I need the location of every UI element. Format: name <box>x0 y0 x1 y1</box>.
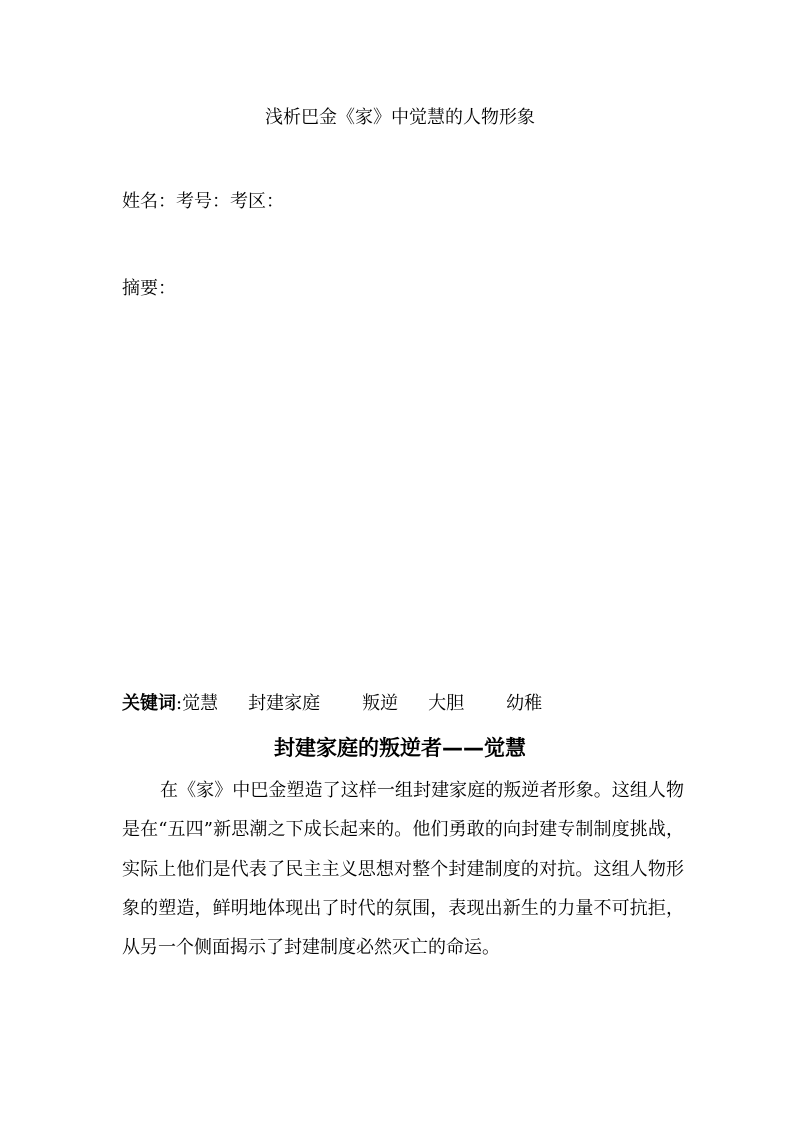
keyword-item: 大胆 <box>428 693 465 714</box>
document-title: 浅析巴金《家》中觉慧的人物形象 <box>265 107 535 128</box>
keyword-item: 觉慧 <box>182 693 219 714</box>
body-paragraph: 在《家》中巴金塑造了这样一组封建家庭的叛逆者形象。这组人物是在“五四”新思潮之下成长起来的。他们勇敢的向封建专制制度挑战，实际上他们是代表了民主主义思想对整个封建制度的对抗。这组人物形象的塑造，鲜明地体现出了时代的氛围，表现出新生的力量不可抗拒，从另一个侧面揭示了封建制度必然灭亡的命运。 <box>122 780 684 959</box>
keywords-line <box>122 690 542 718</box>
keywords-separator: : <box>176 693 183 714</box>
abstract-label: 摘要： <box>122 278 176 299</box>
section-heading: 封建家庭的叛逆者——觉慧 <box>274 736 526 760</box>
keyword-item: 叛逆 <box>362 693 399 714</box>
keywords-label: 关键词 <box>122 693 176 714</box>
student-info-line: 姓名：考号：考区： <box>122 191 284 212</box>
keyword-item: 幼稚 <box>506 693 543 714</box>
keyword-item: 封建家庭 <box>248 693 321 714</box>
